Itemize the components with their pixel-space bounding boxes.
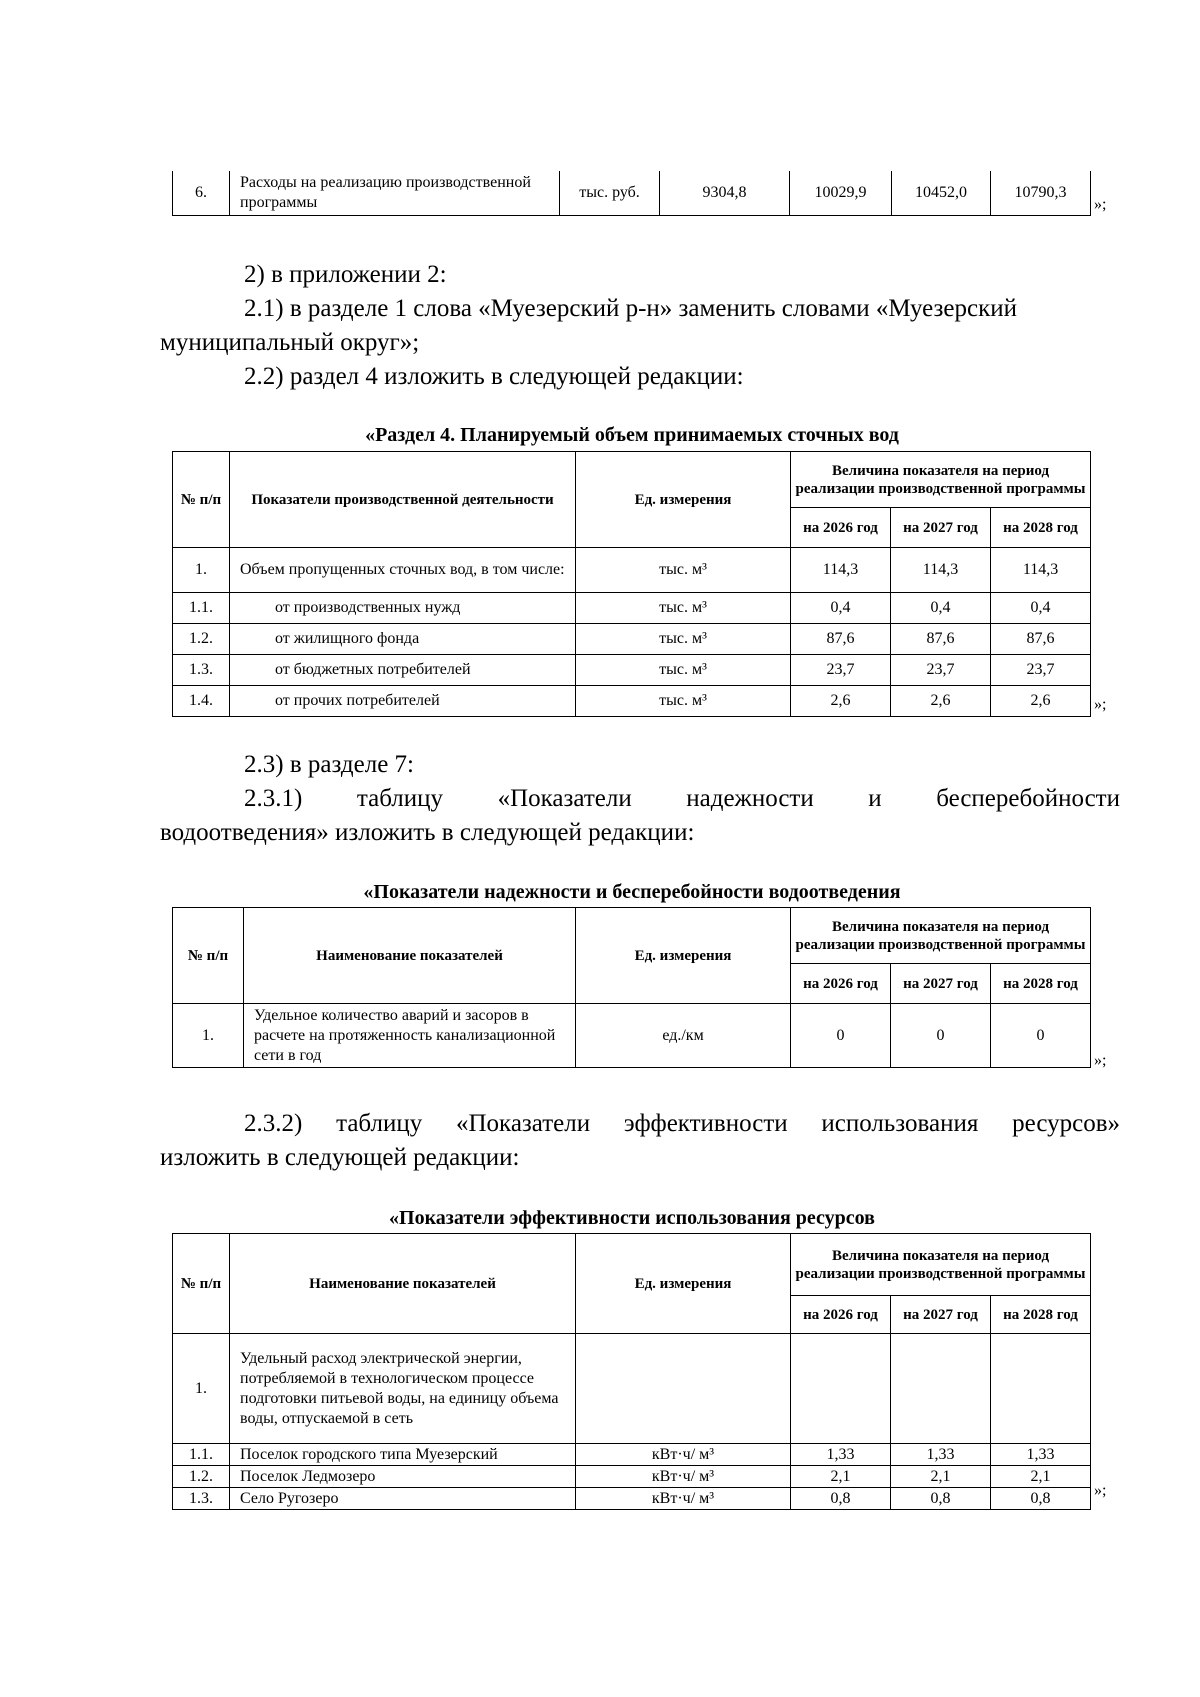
- value-cell: 0,8: [891, 1488, 991, 1510]
- indicator-name: Объем пропущенных сточных вод, в том числе:: [230, 548, 576, 593]
- unit-cell: тыс. м³: [576, 624, 791, 655]
- paragraph-2-3: 2.3) в разделе 7:: [244, 751, 414, 778]
- indicator-name: от бюджетных потребителей: [230, 655, 576, 686]
- value-cell: 10029,9: [790, 171, 892, 215]
- header-year: на 2026 год: [791, 964, 891, 1004]
- header-number: № п/п: [173, 452, 230, 548]
- indicator-name: Поселок Ледмозеро: [230, 1466, 576, 1488]
- value-cell: 0,4: [991, 593, 1091, 624]
- value-cell: 2,1: [791, 1466, 891, 1488]
- header-year: на 2028 год: [991, 964, 1091, 1004]
- table-row: [173, 593, 1091, 624]
- table-row: [173, 624, 1091, 655]
- indicator-name: Поселок городского типа Муезерский: [230, 1444, 576, 1466]
- value-cell: 0,4: [791, 593, 891, 624]
- value-cell: 87,6: [891, 624, 991, 655]
- value-cell: 0,8: [791, 1488, 891, 1510]
- indicator-name: Удельный расход электрической энергии, потребляемой в технологическом процессе подготовки питьевой воды, на единицу объема воды, отпускаемой в сеть: [230, 1334, 576, 1444]
- header-unit: Ед. измерения: [576, 1234, 791, 1334]
- row-number: 1.2.: [173, 624, 230, 655]
- row-number: 1.3.: [173, 655, 230, 686]
- header-period: Величина показателя на период реализации производственной программы: [791, 908, 1091, 964]
- value-cell: 0: [891, 1004, 991, 1068]
- table-row: [173, 686, 1091, 717]
- table-row: [173, 1004, 1091, 1068]
- table-row: [173, 171, 1091, 215]
- row-number: 1.3.: [173, 1488, 230, 1510]
- closing-quote: »;: [1094, 1482, 1107, 1499]
- value-cell: 2,1: [991, 1466, 1091, 1488]
- header-year: на 2027 год: [891, 508, 991, 548]
- row-number: 1.1.: [173, 593, 230, 624]
- row-number: 1.1.: [173, 1444, 230, 1466]
- value-cell: 0: [991, 1004, 1091, 1068]
- efficiency-table: [172, 1233, 1091, 1510]
- value-cell: 0,4: [891, 593, 991, 624]
- indicator-name: от прочих потребителей: [230, 686, 576, 717]
- reliability-table: [172, 907, 1091, 1068]
- value-cell: [991, 1334, 1091, 1444]
- header-period: Величина показателя на период реализации производственной программы: [791, 1234, 1091, 1296]
- value-cell: 114,3: [791, 548, 891, 593]
- unit-cell: [576, 1334, 791, 1444]
- value-cell: 87,6: [991, 624, 1091, 655]
- value-cell: 1,33: [991, 1444, 1091, 1466]
- header-unit: Ед. измерения: [576, 452, 791, 548]
- table-row: [173, 1444, 1091, 1466]
- value-cell: 10790,3: [991, 171, 1091, 215]
- table-caption: «Показатели эффективности использования ресурсов: [389, 1207, 875, 1229]
- value-cell: 1,33: [791, 1444, 891, 1466]
- closing-quote: »;: [1094, 1052, 1107, 1069]
- unit-cell: тыс. м³: [576, 655, 791, 686]
- value-cell: 1,33: [891, 1444, 991, 1466]
- value-cell: [891, 1334, 991, 1444]
- value-cell: 87,6: [791, 624, 891, 655]
- paragraph-appendix-2: 2) в приложении 2:: [244, 261, 447, 288]
- row-number: 6.: [173, 171, 230, 215]
- header-year: на 2027 год: [891, 1296, 991, 1334]
- unit-cell: тыс. м³: [576, 686, 791, 717]
- value-cell: 23,7: [891, 655, 991, 686]
- table-caption: «Раздел 4. Планируемый объем принимаемых сточных вод: [365, 424, 899, 446]
- value-cell: 23,7: [791, 655, 891, 686]
- unit-cell: кВт·ч/ м³: [576, 1466, 791, 1488]
- indicator-name: Расходы на реализацию производственной программы: [230, 171, 560, 215]
- value-cell: 0: [791, 1004, 891, 1068]
- value-cell: 2,6: [891, 686, 991, 717]
- indicator-name: Удельное количество аварий и засоров в расчете на протяженность канализационной сети в год: [244, 1004, 576, 1068]
- header-indicator: Показатели производственной деятельности: [230, 452, 576, 548]
- expenses-table: [172, 171, 1091, 216]
- row-number: 1.: [173, 548, 230, 593]
- indicator-name: Село Ругозеро: [230, 1488, 576, 1510]
- table-caption: «Показатели надежности и бесперебойности водоотведения: [363, 881, 901, 903]
- value-cell: 2,1: [891, 1466, 991, 1488]
- row-number: 1.4.: [173, 686, 230, 717]
- table-row: [173, 1334, 1091, 1444]
- value-cell: 23,7: [991, 655, 1091, 686]
- table-row: [173, 1488, 1091, 1510]
- closing-quote: »;: [1094, 696, 1107, 713]
- unit-cell: тыс. м³: [576, 548, 791, 593]
- paragraph-2-3-2: 2.3.2) таблицу «Показатели эффективности использования ресурсов»: [244, 1110, 1120, 1137]
- table-row: [173, 548, 1091, 593]
- value-cell: 114,3: [891, 548, 991, 593]
- value-cell: 10452,0: [892, 171, 991, 215]
- wastewater-volume-table: [172, 451, 1091, 717]
- value-cell: 114,3: [991, 548, 1091, 593]
- header-period: Величина показателя на период реализации производственной программы: [791, 452, 1091, 508]
- row-number: 1.: [173, 1004, 244, 1068]
- header-indicator: Наименование показателей: [244, 908, 576, 1004]
- indicator-name: от жилищного фонда: [230, 624, 576, 655]
- header-indicator: Наименование показателей: [230, 1234, 576, 1334]
- unit-cell: тыс. руб.: [560, 171, 660, 215]
- paragraph-2-1: 2.1) в разделе 1 слова «Муезерский р-н» заменить словами «Муезерский: [244, 295, 1017, 322]
- closing-quote: »;: [1094, 196, 1107, 213]
- value-cell: 0,8: [991, 1488, 1091, 1510]
- unit-cell: тыс. м³: [576, 593, 791, 624]
- paragraph-2-2: 2.2) раздел 4 изложить в следующей редакции:: [244, 363, 744, 390]
- indicator-name: от производственных нужд: [230, 593, 576, 624]
- header-number: № п/п: [173, 1234, 230, 1334]
- table-row: [173, 1466, 1091, 1488]
- unit-cell: ед./км: [576, 1004, 791, 1068]
- paragraph-block: [160, 258, 1120, 394]
- header-number: № п/п: [173, 908, 244, 1004]
- value-cell: [791, 1334, 891, 1444]
- header-year: на 2026 год: [791, 508, 891, 548]
- unit-cell: кВт·ч/ м³: [576, 1488, 791, 1510]
- header-unit: Ед. измерения: [576, 908, 791, 1004]
- paragraph-block: [160, 1107, 1120, 1175]
- row-number: 1.: [173, 1334, 230, 1444]
- unit-cell: кВт·ч/ м³: [576, 1444, 791, 1466]
- row-number: 1.2.: [173, 1466, 230, 1488]
- paragraph-2-3-1: 2.3.1) таблицу «Показатели надежности и бесперебойности: [244, 785, 1120, 812]
- value-cell: 9304,8: [660, 171, 790, 215]
- header-year: на 2028 год: [991, 508, 1091, 548]
- paragraph-2-3-2-cont: изложить в следующей редакции:: [160, 1144, 520, 1171]
- paragraph-block: [160, 748, 1120, 850]
- header-year: на 2028 год: [991, 1296, 1091, 1334]
- table-row: [173, 655, 1091, 686]
- header-year: на 2027 год: [891, 964, 991, 1004]
- paragraph-2-3-1-cont: водоотведения» изложить в следующей редакции:: [160, 819, 695, 846]
- value-cell: 2,6: [991, 686, 1091, 717]
- header-year: на 2026 год: [791, 1296, 891, 1334]
- paragraph-2-1-cont: муниципальный округ»;: [160, 329, 420, 356]
- value-cell: 2,6: [791, 686, 891, 717]
